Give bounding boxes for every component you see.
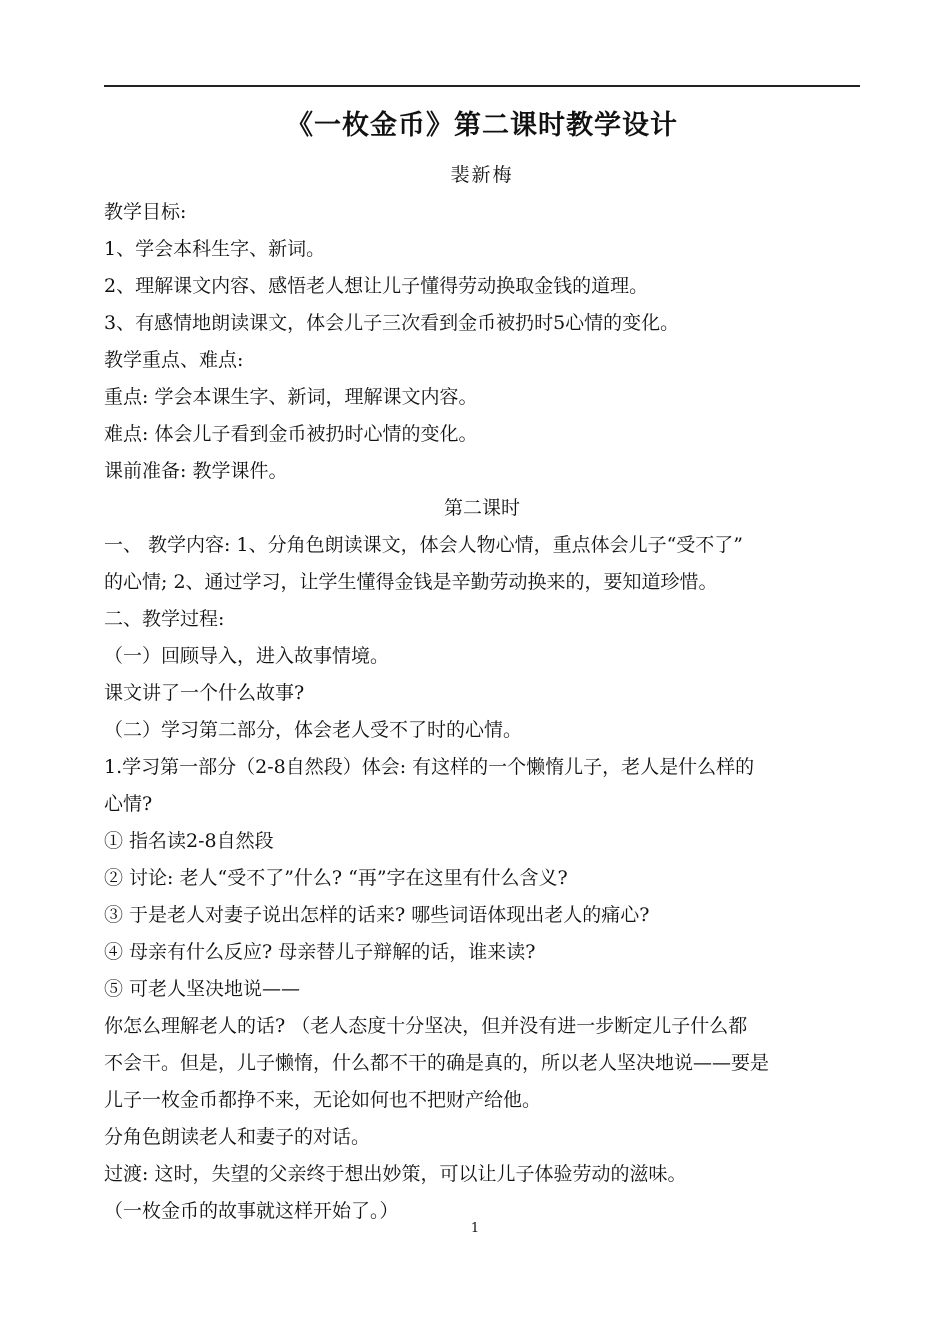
text-line: ② 讨论: 老人“受不了”什么? “再”字在这里有什么含义? [104,867,568,889]
text-line: 3、有感情地朗读课文，体会儿子三次看到金币被扔时5心情的变化。 [104,312,680,334]
text-line: 二、教学过程: [104,608,225,630]
document-body [104,194,860,1230]
text-line: 儿子一枚金币都挣不来，无论如何也不把财产给他。 [104,1089,542,1111]
text-line: 心情? [104,793,153,815]
text-line: （一）回顾导入，进入故事情境。 [104,645,390,667]
page-number: 1 [470,1221,480,1236]
text-line: 一、 教学内容: 1、分角色朗读课文，体会人物心情，重点体会儿子“受不了” [104,534,743,556]
text-line: 过渡: 这时，失望的父亲终于想出妙策，可以让儿子体验劳动的滋味。 [104,1163,687,1185]
text-line: 你怎么理解老人的话? （老人态度十分坚决，但并没有进一步断定儿子什么都 [104,1015,748,1037]
text-line: ⑤ 可老人坚决地说—— [104,978,301,1000]
text-line: （一枚金币的故事就这样开始了。） [104,1200,399,1222]
text-line: （二）学习第二部分，体会老人受不了时的心情。 [104,719,523,741]
text-line: 重点: 学会本课生字、新词，理解课文内容。 [104,386,478,408]
text-line: 1、学会本科生字、新词。 [104,238,326,260]
document-title: 《一枚金币》第二课时教学设计 [286,110,678,141]
text-line: 1.学习第一部分（2-8自然段）体会: 有这样的一个懒惰儿子，老人是什么样的 [104,756,755,778]
text-line: 分角色朗读老人和妻子的对话。 [104,1126,371,1148]
text-line: 难点: 体会儿子看到金币被扔时心情的变化。 [104,423,478,445]
text-line: 课前准备: 教学课件。 [104,460,288,482]
text-line: ③ 于是老人对妻子说出怎样的话来? 哪些词语体现出老人的痛心? [104,904,650,926]
text-line: 的心情; 2、通过学习，让学生懂得金钱是辛勤劳动换来的，要知道珍惜。 [104,571,718,593]
text-line: 课文讲了一个什么故事? [104,682,305,704]
text-line: 不会干。但是，儿子懒惰，什么都不干的确是真的，所以老人坚决地说——要是 [104,1052,770,1074]
header-rule [104,85,860,87]
text-line: 教学目标: [104,201,187,223]
text-line: ① 指名读2-8自然段 [104,830,274,852]
text-line: 2、理解课文内容、感悟老人想让儿子懂得劳动换取金钱的道理。 [104,275,649,297]
text-line: ④ 母亲有什么反应? 母亲替儿子辩解的话，谁来读? [104,941,536,963]
author-name: 裴新梅 [450,164,514,186]
text-line: 教学重点、难点: [104,349,244,371]
section-heading: 第二课时 [443,497,520,519]
